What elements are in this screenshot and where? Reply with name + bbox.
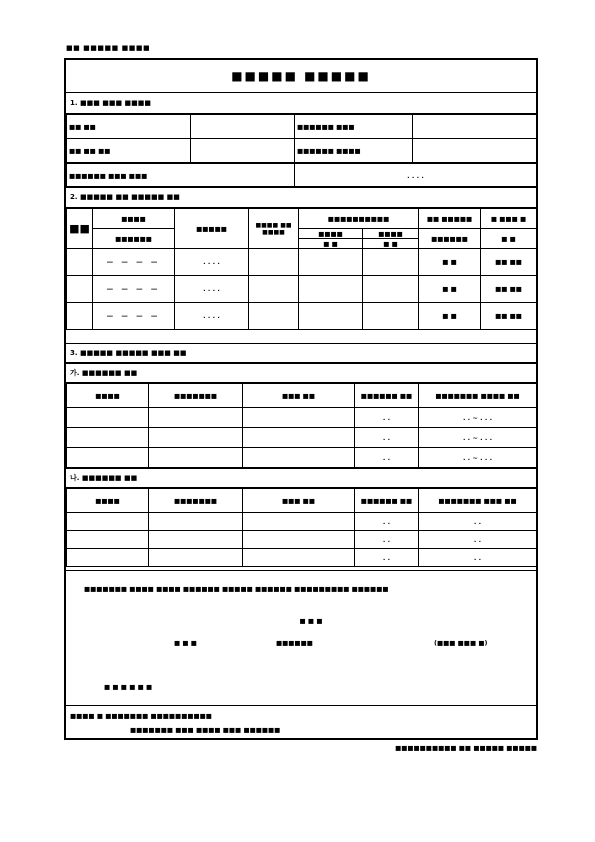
- col-d-sub1: ■■■■: [299, 229, 363, 239]
- row-a-cell[interactable]: — — — —: [93, 276, 175, 303]
- report-form: [64, 58, 538, 740]
- cell[interactable]: [67, 408, 149, 428]
- row-number-cell[interactable]: [67, 303, 93, 330]
- col-d-sub2: ■■■■: [363, 229, 419, 239]
- phone-field[interactable]: [413, 139, 537, 163]
- col-5-header: ■■■■■■■ ■■■■ ■■: [419, 384, 537, 408]
- table-row: [67, 408, 537, 428]
- section-2-header: 2. ■■■■■ ■■ ■■■■■ ■■: [66, 186, 536, 208]
- section-1-header: 1. ■■■ ■■■ ■■■■: [66, 92, 536, 114]
- section-3b-table: [66, 488, 536, 567]
- cell[interactable]: [67, 549, 149, 567]
- cell[interactable]: [243, 549, 355, 567]
- row-f-cell[interactable]: ■■ ■■: [481, 276, 537, 303]
- row-f-cell[interactable]: ■■ ■■: [481, 249, 537, 276]
- row-e-cell[interactable]: ■ ■: [419, 249, 481, 276]
- row-e-cell[interactable]: ■ ■: [419, 303, 481, 330]
- attachment-line-1: ■■■■ ■ ■■■■■■■ ■■■■■■■■■■: [70, 712, 212, 720]
- date-cell[interactable]: . .: [355, 448, 419, 468]
- col-a-header: ■■■■: [93, 209, 175, 229]
- col-4-header: ■■■■■■ ■■: [355, 489, 419, 513]
- row-number-cell[interactable]: [67, 276, 93, 303]
- table-row: [67, 513, 537, 531]
- col-2-header: ■■■■■■■: [149, 384, 243, 408]
- period-cell[interactable]: . . ~ . . .: [419, 428, 537, 448]
- cell[interactable]: [67, 513, 149, 531]
- cell[interactable]: [149, 549, 243, 567]
- address-field[interactable]: [191, 139, 295, 163]
- period-date-field[interactable]: . . . .: [295, 164, 537, 188]
- row-a-cell[interactable]: — — — —: [93, 249, 175, 276]
- period-cell[interactable]: . .: [419, 549, 537, 567]
- row-d1-cell[interactable]: [299, 249, 363, 276]
- row-e-cell[interactable]: ■ ■: [419, 276, 481, 303]
- row-c-cell[interactable]: [249, 276, 299, 303]
- col-d-unit2: ■ ■: [363, 239, 419, 249]
- form-size-note: ■■■■■■■■■■ ■■ ■■■■■ ■■■■■: [395, 744, 537, 752]
- recipient-label: ■ ■ ■ ■ ■ ■: [104, 683, 153, 691]
- col-3-header: ■■■ ■■: [243, 489, 355, 513]
- date-cell[interactable]: . .: [355, 549, 419, 567]
- form-title: ■■■■■ ■■■■■: [231, 69, 371, 83]
- col-1-header: ■■■■: [67, 384, 149, 408]
- row-b-cell[interactable]: . . . .: [175, 249, 249, 276]
- col-e-header: ■■ ■■■■■: [419, 209, 481, 229]
- cell[interactable]: [243, 408, 355, 428]
- cell[interactable]: [149, 448, 243, 468]
- declaration-block: [66, 570, 536, 705]
- cell[interactable]: [149, 428, 243, 448]
- section-3-header: 3. ■■■■■ ■■■■■ ■■■ ■■: [66, 343, 536, 363]
- document-number: ■■ ■■■■■ ■■■■: [66, 44, 151, 52]
- section-3b-header: 나. ■■■■■■ ■■: [66, 468, 536, 488]
- col-d-header: ■■■■■■■■■■: [299, 209, 419, 229]
- col-number-header: ■■: [67, 209, 93, 249]
- table-row: [67, 303, 537, 330]
- cell[interactable]: [67, 448, 149, 468]
- row-c-cell[interactable]: [249, 303, 299, 330]
- row-b-cell[interactable]: . . . .: [175, 303, 249, 330]
- col-d-unit1: ■ ■: [299, 239, 363, 249]
- date-cell[interactable]: . .: [355, 408, 419, 428]
- cell[interactable]: [67, 428, 149, 448]
- section-1-table: [66, 114, 536, 188]
- applicant-label: ■ ■ ■: [174, 639, 197, 647]
- col-5-header: ■■■■■■■ ■■■ ■■: [419, 489, 537, 513]
- period-cell[interactable]: . .: [419, 531, 537, 549]
- date-cell[interactable]: . .: [355, 428, 419, 448]
- table-row: [67, 276, 537, 303]
- row-c-cell[interactable]: [249, 249, 299, 276]
- name-field[interactable]: [191, 115, 295, 139]
- col-1-header: ■■■■: [67, 489, 149, 513]
- row-d2-cell[interactable]: [363, 276, 419, 303]
- declaration-text: ■■■■■■■ ■■■■ ■■■■ ■■■■■■ ■■■■■ ■■■■■■ ■■■■■■■■■ ■■■■■■: [84, 585, 389, 593]
- col-c-header: ■■■■ ■■ ■■■■: [249, 209, 299, 249]
- col-b-header: ■■■■■: [175, 209, 249, 249]
- table-row: [67, 549, 537, 567]
- table-row: [67, 249, 537, 276]
- name-label: ■■ ■■: [67, 115, 191, 139]
- table-row: [67, 531, 537, 549]
- cell[interactable]: [243, 531, 355, 549]
- table-row: [67, 428, 537, 448]
- cell[interactable]: [149, 531, 243, 549]
- cell[interactable]: [243, 513, 355, 531]
- col-2-header: ■■■■■■■: [149, 489, 243, 513]
- period-cell[interactable]: . . ~ . . .: [419, 448, 537, 468]
- row-d2-cell[interactable]: [363, 249, 419, 276]
- cell[interactable]: [149, 408, 243, 428]
- cell[interactable]: [149, 513, 243, 531]
- col-4-header: ■■■■■■ ■■: [355, 384, 419, 408]
- date-cell[interactable]: . .: [355, 531, 419, 549]
- col-a-subheader: ■■■■■■: [93, 229, 175, 249]
- attachment-line-2: ■■■■■■■ ■■■ ■■■■ ■■■ ■■■■■■: [130, 726, 281, 734]
- row-a-cell[interactable]: — — — —: [93, 303, 175, 330]
- section-3a-table: [66, 383, 536, 468]
- section-2-table: [66, 208, 536, 330]
- period-cell[interactable]: . .: [419, 513, 537, 531]
- row-number-cell[interactable]: [67, 249, 93, 276]
- table-row: [67, 448, 537, 468]
- cell[interactable]: [67, 531, 149, 549]
- col-f-header: ■ ■■■ ■: [481, 209, 537, 229]
- row-d1-cell[interactable]: [299, 303, 363, 330]
- applicant-name-field[interactable]: ■■■■■■: [276, 639, 313, 647]
- row-d1-cell[interactable]: [299, 276, 363, 303]
- period-label: ■■■■■■ ■■■ ■■■: [67, 164, 295, 188]
- col-e-subheader: ■■■■■■: [419, 229, 481, 249]
- row-f-cell[interactable]: ■■ ■■: [481, 303, 537, 330]
- phone-label: ■■■■■■ ■■■■: [295, 139, 413, 163]
- col-3-header: ■■■ ■■: [243, 384, 355, 408]
- reg-number-field[interactable]: [413, 115, 537, 139]
- period-cell[interactable]: . . ~ . . .: [419, 408, 537, 428]
- address-label: ■■ ■■ ■■: [67, 139, 191, 163]
- date-line[interactable]: ■ ■ ■: [299, 617, 323, 625]
- section-3a-header: 가. ■■■■■■ ■■: [66, 363, 536, 383]
- signature-field[interactable]: (■■■ ■■■ ■): [434, 639, 488, 647]
- cell[interactable]: [243, 428, 355, 448]
- reg-number-label: ■■■■■■ ■■■: [295, 115, 413, 139]
- cell[interactable]: [243, 448, 355, 468]
- date-cell[interactable]: . .: [355, 513, 419, 531]
- row-b-cell[interactable]: . . . .: [175, 276, 249, 303]
- attachments-block: [66, 705, 536, 738]
- row-d2-cell[interactable]: [363, 303, 419, 330]
- col-f-subheader: ■ ■: [481, 229, 537, 249]
